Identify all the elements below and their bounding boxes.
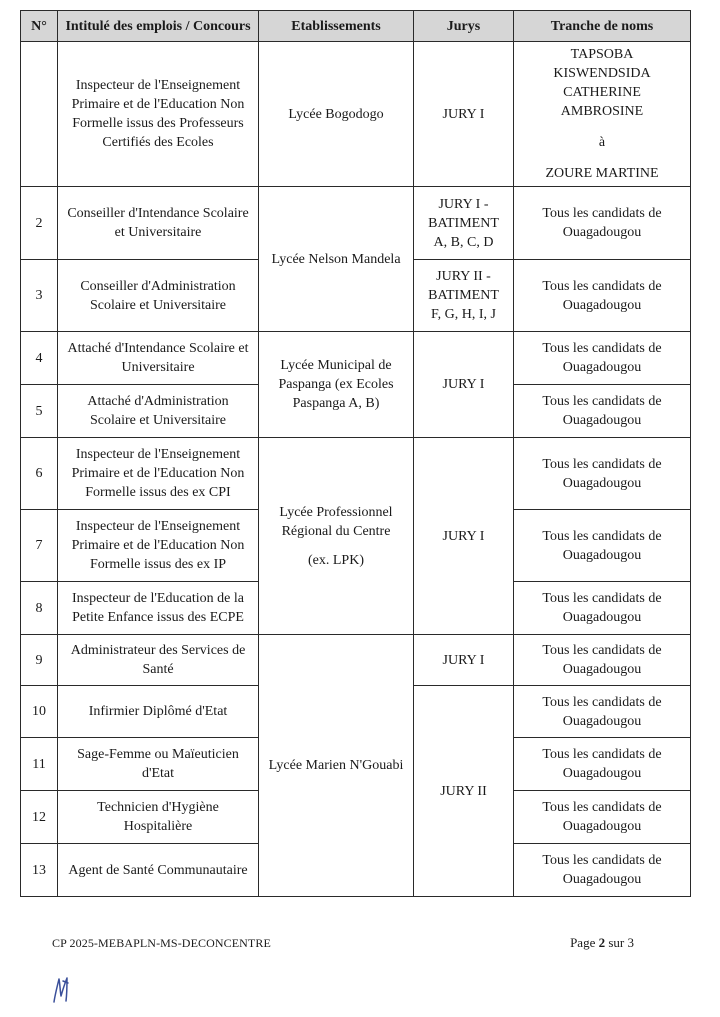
- row-number: 13: [21, 844, 58, 897]
- row-tranche: Tous les candidats de Ouagadougou: [514, 385, 691, 438]
- tranche-start-name: AMBROSINE: [560, 104, 644, 119]
- tranche-spacer: [520, 121, 684, 133]
- tranche-start-name: KISWENDSIDA: [553, 66, 651, 81]
- tranche-start-name: TAPSOBA: [570, 47, 634, 62]
- row-jury: JURY II - BATIMENT F, G, H, I, J: [414, 260, 514, 332]
- table-row: [21, 332, 691, 385]
- row-number: 3: [21, 260, 58, 332]
- row-number: 7: [21, 510, 58, 582]
- row-tranche: Tous les candidats de Ouagadougou: [514, 791, 691, 844]
- signature-stroke: [54, 978, 68, 1002]
- row-number: 12: [21, 791, 58, 844]
- row-tranche: Tous les candidats de Ouagadougou: [514, 332, 691, 385]
- row-emploi: Inspecteur de l'Enseignement Primaire et de l'Education Non Formelle issus des ex IP: [58, 510, 259, 582]
- header-number: N°: [21, 11, 58, 42]
- row-emploi: Conseiller d'Intendance Scolaire et Universitaire: [58, 187, 259, 260]
- table-row: [21, 635, 691, 686]
- row-jury: JURY I: [414, 332, 514, 438]
- row-emploi: Attaché d'Administration Scolaire et Universitaire: [58, 385, 259, 438]
- row-number: 4: [21, 332, 58, 385]
- row-tranche: Tous les candidats de Ouagadougou: [514, 582, 691, 635]
- row-etablissement: [259, 438, 414, 635]
- row-emploi: Administrateur des Services de Santé: [58, 635, 259, 686]
- row-emploi: Agent de Santé Communautaire: [58, 844, 259, 897]
- row-tranche: Tous les candidats de Ouagadougou: [514, 260, 691, 332]
- row-emploi: Technicien d'Hygiène Hospitalière: [58, 791, 259, 844]
- row-number: 5: [21, 385, 58, 438]
- row-tranche: Tous les candidats de Ouagadougou: [514, 844, 691, 897]
- table-row: [21, 438, 691, 510]
- row-emploi: Sage-Femme ou Maïeuticien d'Etat: [58, 738, 259, 791]
- row-jury: JURY I: [414, 42, 514, 187]
- exam-schedule-table: [20, 10, 691, 897]
- row-tranche: Tous les candidats de Ouagadougou: [514, 635, 691, 686]
- table-row: [21, 42, 691, 187]
- header-etablissement: Etablissements: [259, 11, 414, 42]
- table-header-row: [21, 11, 691, 42]
- row-tranche: Tous les candidats de Ouagadougou: [514, 510, 691, 582]
- row-jury: JURY I: [414, 438, 514, 635]
- page-total: 3: [627, 935, 634, 950]
- row-emploi: Attaché d'Intendance Scolaire et Universitaire: [58, 332, 259, 385]
- row-number: 11: [21, 738, 58, 791]
- row-tranche: Tous les candidats de Ouagadougou: [514, 187, 691, 260]
- row-number: 6: [21, 438, 58, 510]
- row-number: 10: [21, 686, 58, 738]
- page-separator: sur: [605, 935, 628, 950]
- row-jury: JURY I - BATIMENT A, B, C, D: [414, 187, 514, 260]
- row-tranche: [514, 42, 691, 187]
- etablissement-former-name: (ex. LPK): [308, 552, 364, 568]
- header-jury: Jurys: [414, 11, 514, 42]
- row-number: 9: [21, 635, 58, 686]
- row-number: 8: [21, 582, 58, 635]
- row-jury: JURY II: [414, 686, 514, 897]
- row-emploi: Inspecteur de l'Education de la Petite Enfance issus des ECPE: [58, 582, 259, 635]
- row-etablissement: Lycée Municipal de Paspanga (ex Ecoles Paspanga A, B): [259, 332, 414, 438]
- page-prefix: Page: [570, 935, 599, 950]
- row-number: 2: [21, 187, 58, 260]
- row-number: [21, 42, 58, 187]
- header-tranche: Tranche de noms: [514, 11, 691, 42]
- page-current: 2: [598, 935, 606, 950]
- table-row: [21, 187, 691, 260]
- header-emploi: Intitulé des emplois / Concours: [58, 11, 259, 42]
- row-emploi: Conseiller d'Administration Scolaire et Universitaire: [58, 260, 259, 332]
- row-tranche: Tous les candidats de Ouagadougou: [514, 438, 691, 510]
- tranche-separator: à: [598, 135, 606, 150]
- tranche-end-name: ZOURE MARTINE: [545, 166, 659, 181]
- document-reference: CP 2025-MEBAPLN-MS-DECONCENTRE: [52, 936, 271, 950]
- row-emploi: Infirmier Diplômé d'Etat: [58, 686, 259, 738]
- row-emploi: Inspecteur de l'Enseignement Primaire et de l'Education Non Formelle issus des Professeurs Certifiés des Ecoles: [58, 42, 259, 187]
- row-emploi: Inspecteur de l'Enseignement Primaire et de l'Education Non Formelle issus des ex CPI: [58, 438, 259, 510]
- row-etablissement: Lycée Nelson Mandela: [259, 187, 414, 332]
- row-jury: JURY I: [414, 635, 514, 686]
- page-number: [570, 935, 634, 951]
- row-tranche: Tous les candidats de Ouagadougou: [514, 738, 691, 791]
- tranche-spacer: [520, 152, 684, 164]
- row-tranche: Tous les candidats de Ouagadougou: [514, 686, 691, 738]
- row-etablissement: Lycée Bogodogo: [259, 42, 414, 187]
- etablissement-name: Lycée Professionnel Régional du Centre: [279, 504, 393, 539]
- tranche-start-name: CATHERINE: [563, 85, 641, 100]
- row-etablissement: Lycée Marien N'Gouabi: [259, 635, 414, 897]
- signature-initials-icon: [48, 975, 74, 1005]
